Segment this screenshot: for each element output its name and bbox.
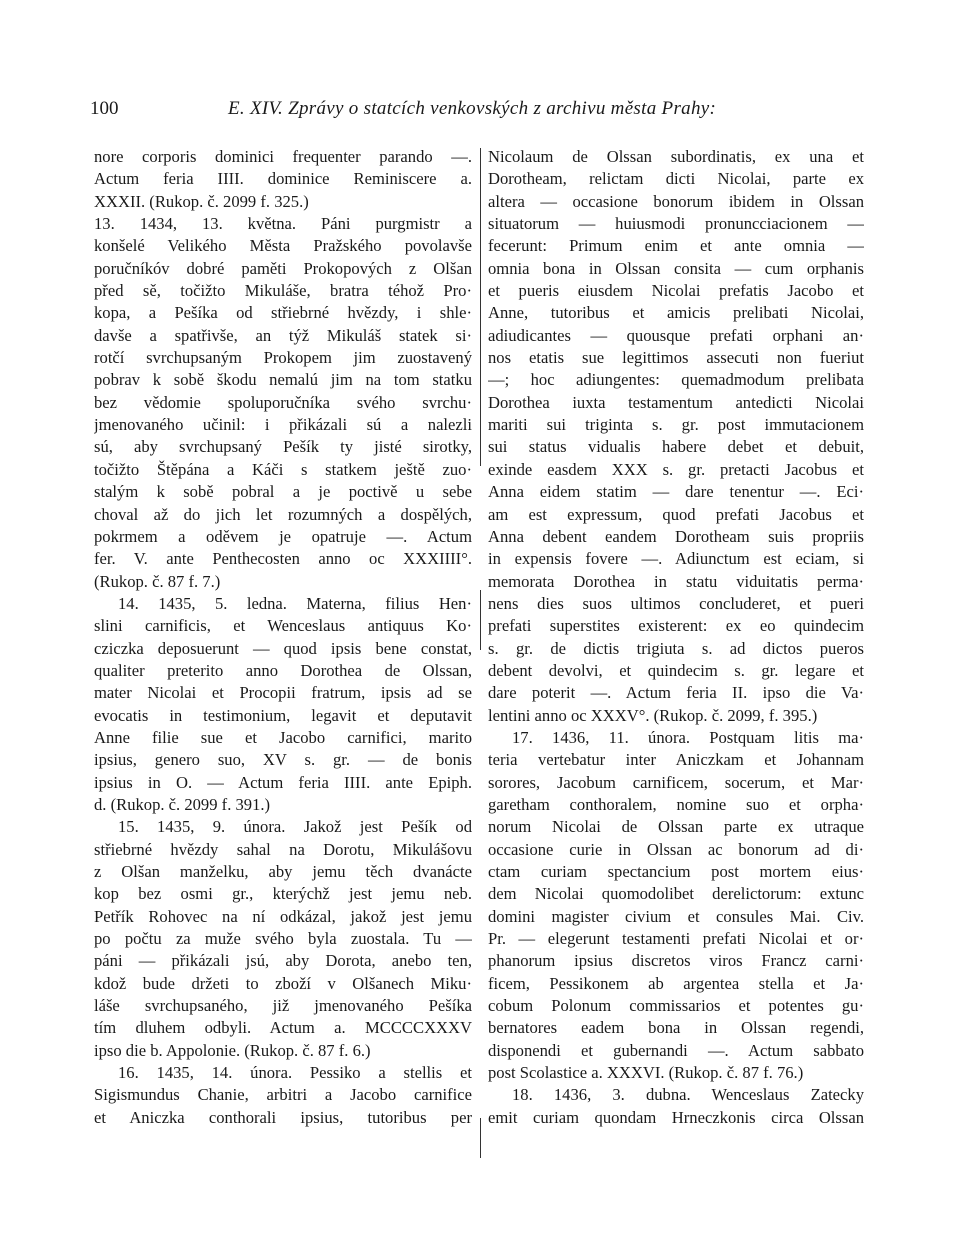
text-line: adiudicantes — quousque prefati orphani an· [488,325,864,345]
text-line: nens dies suos ultimos concluderet, et pueri [488,593,864,613]
text-line: střiebrné hvězdy sahal na Dorotu, Mikulášovu [94,839,472,859]
text-line: (Rukop. č. 87 f. 7.) [94,571,221,591]
running-head: E. XIV. Zprávy o statcích venkovských z archivu města Prahy: [228,98,717,119]
text-line: láše svrchupsaného, již jmenovaného Pešíka [94,996,472,1016]
text-line: pobrav k sobě škodu nemalú jim na tom statku [94,370,472,390]
text-line: fer. V. ante Penthecosten anno oc XXXIIII°. [94,549,472,569]
text-line: 18. 1436, 3. dubna. Wenceslaus Zatecky [512,1085,864,1105]
text-line: Actum feria IIII. dominice Reminiscere a. [94,169,472,189]
text-line: s. gr. de dictis trigiuta s. ad dictos pueros [488,638,864,658]
text-line: garetham conthoralem, nomine suo et orpha· [488,794,864,814]
column-rule [480,1118,481,1158]
text-line: et pueris eiusdem Nicolai prefatis Jacobo et [488,281,864,301]
text-line: 13. 1434, 13. května. Páni purgmistr a [94,214,472,234]
left-column [94,146,472,1129]
text-line: qualiter preterito anno Dorothea de Olssan, [94,660,472,680]
text-line: konšelé Velikého Města Pražského povolavše [94,236,472,256]
text-line: tím dluhem odbyli. Actum a. MCCCCXXXV [94,1018,472,1038]
text-line: slini carnificis, et Wenceslaus antiquus Ko· [94,616,472,636]
text-line: fecerunt: Primum enim et ante omnia — [488,236,864,256]
text-line: emit curiam quondam Hrneczkonis circa Olssan [488,1107,864,1127]
text-line: sui status vidualis habere debet et debuit, [488,437,864,457]
text-line: nore corporis dominici frequenter parando —. [94,147,472,166]
column-rule [480,148,481,466]
text-line: teria vertebatur inter Aniczkam et Johannam [488,750,864,770]
text-line: d. (Rukop. č. 2099 f. 391.) [94,794,271,814]
text-line: in expensis fovere —. Adiunctum est eciam, si [488,549,864,569]
text-line: jmenovaného učinil: i přikázali sú a nalezli [94,415,472,435]
text-line: po počtu za muže svého byla zuostala. Tu — [94,929,472,949]
right-column [488,146,864,1129]
text-line: lentini anno oc XXXV°. (Rukop. č. 2099, f. 395.) [488,705,818,725]
text-line: Anna eidem statim — dare tenentur —. Eci· [488,482,864,502]
text-line: post Scolastice a. XXXVI. (Rukop. č. 87 f. 76.) [488,1063,804,1083]
text-line: ficem, Pessikonem ab argentea stella et Ja· [488,973,864,993]
text-line: phanorum ipsius discretos viros Francz carni· [488,951,864,971]
text-line: páni — přikázali jsú, aby Dorota, anebo ten, [94,951,472,971]
column-rule [480,590,481,650]
text-line: Petřík Rohovec na ní odkázal, jakož jest jemu [94,906,472,926]
text-line: memorata Dorothea in statu viduitatis perma· [488,571,864,591]
text-line: Dorotheam, relictam dicti Nicolai, parte ex [488,169,864,189]
text-line: am est expressum, quod prefati Jacobus et [488,504,864,524]
text-line: altera — occasione bonorum ibidem in Olssan [488,191,864,211]
text-line: Dorothea iuxta testamentum antedicti Nicolai [488,392,864,412]
text-line: poručníkóv dobré paměti Prokopových z Olšan [94,258,472,278]
text-line: Sigismundus Chanie, arbitri a Jacobo carnifice [94,1085,472,1105]
text-line: točižto Štěpána a Káči s statkem ještě zuo· [94,459,472,479]
text-line: Anne filie sue et Jacobo carnifici, marito [94,727,472,747]
text-line: před sě, točižto Mikuláše, bratra téhož Pro· [94,281,472,301]
text-line: —; hoc adiungentes: quemadmodum prelibata [488,370,864,390]
page-number: 100 [90,98,119,119]
text-line: 14. 1435, 5. ledna. Materna, filius Hen· [118,593,472,613]
text-line: disponendi et gubernandi —. Actum sabbato [488,1040,864,1060]
text-line: omnia bona in Olssan consita — cum orphanis [488,258,864,278]
text-line: domini magister civium et consules Mai. Civ. [488,906,864,926]
text-line: kop bez osmi gr., kterýchž jest jemu neb. [94,884,472,904]
text-line: Pr. — elegerunt testamenti prefati Nicolai et or· [488,929,864,949]
text-line: davše a spatřivše, an týž Mikuláš statek si· [94,325,472,345]
text-line: pokrmem a oděvem je opatruje —. Actum [94,526,472,546]
text-line: sorores, Jacobum carnificem, socerum, et Mar· [488,772,864,792]
text-line: mater Nicolai et Procopii fratrum, ipsis ad se [94,683,472,703]
text-line: 15. 1435, 9. února. Jakož jest Pešík od [118,817,472,837]
text-line: debent devolvi, et quindecim s. gr. legare et [488,660,864,680]
text-line: mariti sui triginta s. gr. post immutacionem [488,415,864,435]
text-line: ipsius in O. — Actum feria IIII. ante Epiph. [94,772,472,792]
text-line: nos etatis sue legittimos assecuti non fueriut [488,348,864,368]
text-line: XXXII. (Rukop. č. 2099 f. 325.) [94,191,309,211]
text-line: sú, aby svrchupsaný Pešík ty jisté sirotky, [94,437,472,457]
text-line: et Aniczka conthorali ipsius, tutoribus per [94,1107,472,1127]
text-line: choval až do jich let rozumných a dospělých, [94,504,472,524]
text-line: ctam curiam spectancium post mortem eius· [488,862,864,881]
text-line: ipsius, genero suo, XV s. gr. — de bonis [94,750,472,770]
text-line: bernatores eadem bona in Olssan regendi, [488,1018,864,1038]
text-line: dare poterit —. Actum feria II. ipso die Va· [488,683,864,703]
text-line: evocatis in testimonium, legavit et deputavit [94,705,472,725]
text-line: cziczka deposuerunt — quod ipsis bene constat, [94,638,472,658]
text-line: 16. 1435, 14. února. Pessiko a stellis et [118,1063,472,1083]
text-line: situatorum — huiusmodi pronuncciacionem — [488,214,864,234]
text-line: kdož bude držeti to zboží v Olšanech Miku· [94,973,472,993]
text-line: dem Nicolai quomodolibet derelictorum: extunc [488,884,864,904]
text-line: exinde easdem XXX s. gr. pretacti Jacobus et [488,459,864,479]
text-line: Anna debent eandem Dorotheam suis propriis [488,526,864,546]
text-line: Nicolaum de Olssan subordinatis, ex una et [488,147,864,166]
text-line: stalým k sobě pobral a je poctivě u sebe [94,482,472,502]
text-line: z Olšan manželku, aby jemu těch dvanácte [94,862,472,881]
text-line: bez vědomie spoluporučníka svého svrchu· [94,392,472,412]
text-line: 17. 1436, 11. února. Postquam litis ma· [512,727,864,747]
text-line: occasione curie in Olssan ac bonorum ad di· [488,839,864,859]
text-line: kopa, a Pešíka od střiebrné hvězdy, i shle· [94,303,472,323]
text-line: cobum Polonum commissarios et potentes gu· [488,996,864,1016]
text-line: prefati superstites existerent: ex eo quindecim [488,616,864,636]
text-line: Anne, tutoribus et amicis prelibati Nicolai, [488,303,864,323]
text-line: rotčí svrchupsaným Prokopem jim zuostavený [94,348,472,368]
text-line: ipso die b. Appolonie. (Rukop. č. 87 f. 6.) [94,1040,371,1060]
text-line: norum Nicolai de Olssan parte ex utraque [488,817,864,837]
